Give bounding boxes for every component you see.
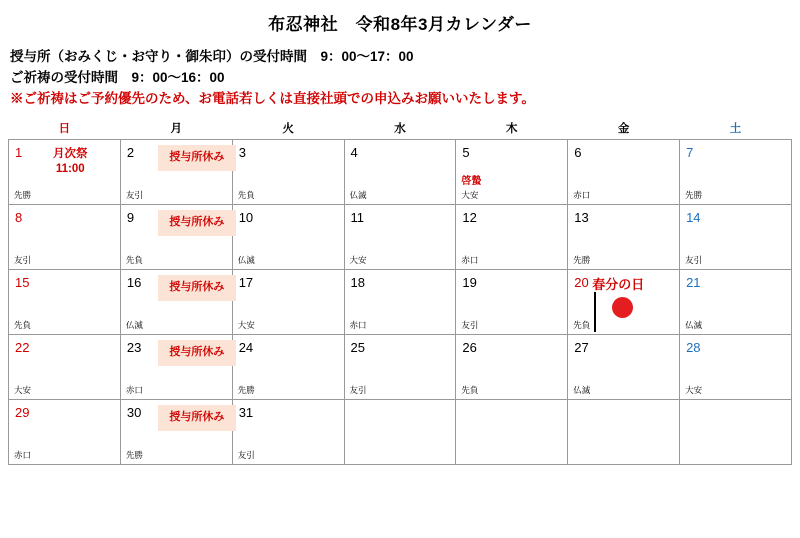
calendar-cell[interactable] — [120, 139, 232, 204]
weekday-header-fri: 金 — [617, 122, 630, 135]
calendar-cell[interactable] — [232, 334, 344, 399]
calendar-cell[interactable] — [568, 204, 680, 269]
calendar-cell-inner — [680, 335, 791, 399]
day-number: 20 — [574, 274, 589, 290]
holiday-label: 春分の日 — [592, 276, 645, 292]
calendar-cell-inner — [9, 140, 120, 204]
calendar-cell[interactable] — [344, 204, 456, 269]
calendar-cell-inner — [9, 270, 120, 334]
day-number: 1 — [15, 144, 23, 160]
rokuyo-label: 友引 — [237, 450, 255, 461]
day-number: 7 — [686, 144, 694, 160]
calendar-week-row — [9, 399, 792, 464]
rokuyo-label: 赤口 — [461, 255, 479, 266]
calendar-cell[interactable] — [456, 269, 568, 334]
calendar-cell[interactable] — [232, 139, 344, 204]
day-number: 18 — [350, 274, 365, 290]
calendar-cell[interactable] — [232, 269, 344, 334]
rokuyo-label: 仏滅 — [573, 385, 591, 396]
day-number: 10 — [238, 209, 254, 225]
rokuyo-label: 赤口 — [125, 385, 143, 396]
day-number: 3 — [238, 144, 246, 160]
rokuyo-label: 大安 — [237, 320, 255, 331]
calendar-week-row — [9, 334, 792, 399]
rokuyo-label: 先負 — [573, 320, 591, 331]
calendar-cell[interactable] — [568, 139, 680, 204]
calendar-cell-inner — [456, 140, 567, 204]
rokuyo-label: 先勝 — [237, 385, 255, 396]
rokuyo-label: 先負 — [14, 320, 32, 331]
calendar-cell-inner — [568, 270, 679, 334]
rokuyo-label: 先勝 — [14, 190, 32, 201]
calendar-cell-inner — [121, 335, 232, 399]
rokuyo-label: 赤口 — [349, 320, 367, 331]
calendar-cell-empty — [680, 399, 792, 464]
weekday-header-sun: 日 — [58, 122, 71, 135]
calendar-cell[interactable] — [344, 334, 456, 399]
calendar-cell-inner — [233, 140, 344, 204]
day-number: 27 — [574, 339, 589, 355]
day-number: 16 — [126, 274, 142, 290]
closed-badge: 授与所休み — [158, 340, 236, 366]
rokuyo-label: 先勝 — [573, 255, 591, 266]
calendar-cell-inner — [456, 205, 567, 269]
calendar-cell-inner — [9, 335, 120, 399]
calendar-cell-inner — [9, 400, 120, 464]
calendar-cell[interactable] — [680, 204, 792, 269]
notice-prayer-hours: ご祈祷の受付時間 9：00〜16：00 — [10, 69, 225, 85]
day-number: 30 — [126, 404, 142, 420]
calendar-cell[interactable] — [9, 139, 121, 204]
day-number: 23 — [126, 339, 142, 355]
calendar-cell[interactable] — [456, 334, 568, 399]
calendar-cell-inner — [345, 205, 456, 269]
calendar-cell[interactable] — [344, 139, 456, 204]
calendar-cell-empty — [568, 399, 680, 464]
rokuyo-label: 友引 — [14, 255, 32, 266]
calendar-cell[interactable] — [232, 399, 344, 464]
calendar-page — [0, 10, 800, 538]
calendar-cell-inner — [568, 205, 679, 269]
day-number: 13 — [574, 209, 589, 225]
calendar-cell[interactable] — [568, 334, 680, 399]
calendar-cell-inner — [9, 205, 120, 269]
monthly-festival-label — [53, 147, 88, 178]
calendar-cell-inner — [233, 335, 344, 399]
calendar-cell[interactable] — [680, 269, 792, 334]
day-number: 14 — [686, 209, 701, 225]
day-number: 22 — [15, 339, 30, 355]
calendar-cell-inner — [121, 140, 232, 204]
rokuyo-label: 大安 — [461, 190, 479, 201]
day-number: 4 — [350, 144, 358, 160]
calendar-cell[interactable] — [9, 269, 121, 334]
calendar-cell-inner — [568, 335, 679, 399]
calendar-cell-inner — [456, 335, 567, 399]
rokuyo-label: 友引 — [349, 385, 367, 396]
calendar-cell[interactable] — [232, 204, 344, 269]
weekday-header-sat: 土 — [729, 122, 742, 135]
rokuyo-label: 友引 — [685, 255, 703, 266]
calendar-cell[interactable] — [9, 204, 121, 269]
calendar-cell[interactable] — [680, 139, 792, 204]
calendar-cell[interactable] — [120, 399, 232, 464]
day-number: 31 — [238, 404, 254, 420]
monthly-festival-time: 11:00 — [55, 163, 85, 176]
rokuyo-label: 友引 — [125, 190, 143, 201]
notice-reception-hours: 授与所（おみくじ・お守り・御朱印）の受付時間 9：00〜17：00 — [10, 49, 414, 64]
day-number: 12 — [462, 209, 477, 225]
calendar-table — [8, 118, 792, 465]
calendar-cell[interactable] — [344, 269, 456, 334]
calendar-cell-inner — [345, 140, 456, 204]
notice-block — [10, 47, 792, 110]
closed-badge: 授与所休み — [158, 275, 236, 301]
calendar-cell[interactable] — [120, 269, 232, 334]
closed-badge: 授与所休み — [158, 145, 236, 171]
day-number: 9 — [126, 209, 135, 225]
closed-badge: 授与所休み — [158, 405, 236, 431]
calendar-cell[interactable] — [680, 334, 792, 399]
calendar-cell-inner — [121, 205, 232, 269]
rokuyo-label: 先勝 — [125, 450, 143, 461]
day-number: 5 — [462, 144, 470, 160]
weekday-header-tue: 火 — [282, 122, 294, 135]
rokuyo-label: 大安 — [349, 255, 367, 266]
day-number: 11 — [350, 209, 365, 225]
calendar-week-row — [9, 204, 792, 269]
weekday-header-mon: 月 — [170, 122, 183, 135]
calendar-cell-inner — [680, 205, 791, 269]
calendar-cell-empty — [456, 399, 568, 464]
calendar-cell[interactable] — [120, 204, 232, 269]
calendar-cell-inner — [568, 140, 679, 204]
day-number: 21 — [686, 274, 701, 290]
day-number: 29 — [15, 404, 30, 420]
calendar-cell[interactable] — [568, 269, 680, 334]
rokuyo-label: 仏滅 — [125, 320, 143, 331]
day-number: 25 — [350, 339, 365, 355]
calendar-cell-inner — [121, 400, 232, 464]
rokuyo-label: 友引 — [461, 320, 479, 331]
calendar-cell-empty — [344, 399, 456, 464]
rokuyo-label: 赤口 — [14, 450, 32, 461]
calendar-cell-inner — [233, 400, 344, 464]
rokuyo-label: 先勝 — [685, 190, 703, 201]
flag-sun-disc — [612, 297, 633, 318]
day-number: 26 — [462, 339, 477, 355]
calendar-cell[interactable] — [9, 399, 121, 464]
weekday-header-wed: 水 — [394, 122, 406, 135]
japan-flag-icon — [594, 292, 656, 332]
rokuyo-label: 仏滅 — [685, 320, 703, 331]
calendar-cell-inner — [233, 270, 344, 334]
calendar-week-row — [9, 269, 792, 334]
calendar-cell-inner — [345, 335, 456, 399]
day-number: 8 — [15, 209, 23, 225]
calendar-cell-inner — [233, 205, 344, 269]
calendar-cell[interactable] — [9, 334, 121, 399]
rokuyo-label: 先負 — [461, 385, 479, 396]
calendar-cell[interactable] — [456, 139, 568, 204]
closed-badge: 授与所休み — [158, 210, 236, 236]
day-number: 15 — [15, 274, 30, 290]
calendar-week-row — [9, 139, 792, 204]
page-title: 布忍神社 令和8年3月カレンダー — [268, 15, 532, 34]
calendar-cell-inner — [456, 270, 567, 334]
calendar-cell-inner — [680, 140, 791, 204]
rokuyo-label: 先負 — [125, 255, 143, 266]
calendar-cell[interactable] — [456, 204, 568, 269]
rokuyo-label: 仏滅 — [349, 190, 367, 201]
calendar-cell[interactable] — [120, 334, 232, 399]
rokuyo-label: 仏滅 — [237, 255, 255, 266]
calendar-cell-inner — [121, 270, 232, 334]
weekday-header-thu: 木 — [506, 122, 518, 135]
rokuyo-label: 大安 — [685, 385, 703, 396]
calendar-body — [9, 139, 792, 464]
rokuyo-label: 大安 — [14, 385, 32, 396]
day-number: 17 — [238, 274, 254, 290]
day-number: 28 — [686, 339, 701, 355]
notice-reservation: ※ご祈祷はご予約優先のため、お電話若しくは直接社頭での申込みお願いいたします。 — [10, 90, 535, 106]
seasonal-event-label: 啓蟄 — [461, 176, 482, 188]
day-number: 24 — [238, 339, 254, 355]
monthly-festival-name: 月次祭 — [53, 147, 88, 160]
calendar-cell-inner — [345, 270, 456, 334]
weekday-header-row — [9, 118, 792, 140]
day-number: 19 — [462, 274, 477, 290]
calendar-cell-inner — [680, 270, 791, 334]
day-number: 2 — [126, 144, 135, 160]
rokuyo-label: 赤口 — [573, 190, 591, 201]
day-number: 6 — [574, 144, 582, 160]
rokuyo-label: 先負 — [237, 190, 255, 201]
